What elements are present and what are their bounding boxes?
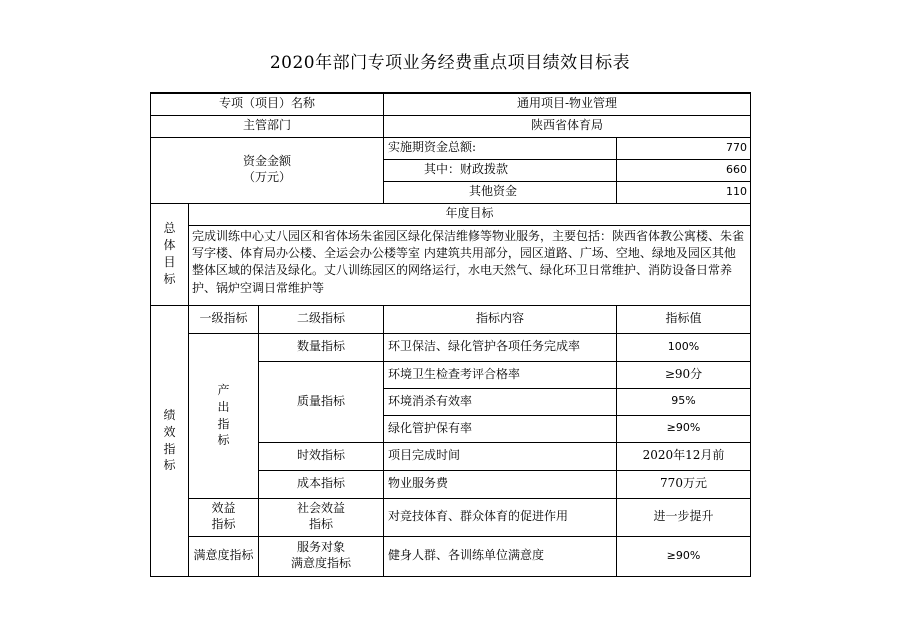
content-cell: 项目完成时间 (384, 442, 617, 470)
value-cell: ≥90% (617, 415, 751, 442)
level2-quality: 质量指标 (259, 361, 384, 442)
value-cell: 进一步提升 (617, 498, 751, 536)
overall-goal-side-label: 总 体 目 标 (151, 203, 189, 305)
fiscal-label: 其中：财政拨款 (384, 159, 617, 181)
performance-table (150, 92, 751, 577)
col-header-value: 指标值 (617, 305, 751, 333)
content-cell: 绿化管护保有率 (384, 415, 617, 442)
level2-social-benefit: 社会效益 指标 (259, 498, 384, 536)
content-cell: 对竞技体育、群众体育的促进作用 (384, 498, 617, 536)
content-cell: 环境消杀有效率 (384, 388, 617, 415)
content-cell: 环境卫生检查考评合格率 (384, 361, 617, 388)
col-header-content: 指标内容 (384, 305, 617, 333)
table-row (151, 333, 751, 361)
annual-goal-label: 年度目标 (189, 203, 751, 225)
page-title: 2020年部门专项业务经费重点项目绩效目标表 (269, 53, 631, 73)
value-cell: 2020年12月前 (617, 442, 751, 470)
fund-label-line1: 资金金额 (242, 154, 291, 169)
col-header-level1: 一级指标 (189, 305, 259, 333)
content-cell: 环卫保洁、绿化管护各项任务完成率 (384, 333, 617, 361)
project-name-value: 通用项目-物业管理 (384, 93, 751, 115)
output-indicator-label: 产 出 指 标 (189, 333, 259, 498)
fund-label-line2: （万元） (242, 170, 291, 184)
dept-value: 陕西省体育局 (384, 115, 751, 137)
fund-label (151, 137, 384, 203)
col-header-level2: 二级指标 (259, 305, 384, 333)
satisfaction-indicator-label: 满意度指标 (189, 536, 259, 576)
value-cell: 95% (617, 388, 751, 415)
table-row (151, 536, 751, 576)
level2-cost: 成本指标 (259, 470, 384, 498)
total-value: 770 (617, 137, 751, 159)
fiscal-value: 660 (617, 159, 751, 181)
project-name-label: 专项（项目）名称 (151, 93, 384, 115)
value-cell: ≥90% (617, 536, 751, 576)
value-cell: 770万元 (617, 470, 751, 498)
benefit-indicator-label: 效益 指标 (189, 498, 259, 536)
level2-timeliness: 时效指标 (259, 442, 384, 470)
performance-side-label: 绩 效 指 标 (151, 305, 189, 576)
dept-label: 主管部门 (151, 115, 384, 137)
content-cell: 健身人群、各训练单位满意度 (384, 536, 617, 576)
value-cell: ≥90分 (617, 361, 751, 388)
content-cell: 物业服务费 (384, 470, 617, 498)
total-label: 实施期资金总额: (384, 137, 617, 159)
annual-goal-text: 完成训练中心丈八园区和省体场朱雀园区绿化保洁维修等物业服务，主要包括：陕西省体教公寓楼、朱雀写字楼、体育局办公楼、全运会办公楼等室 内建筑共用部分，园区道路、广场、空地、绿地及园区其他整体区域的保洁及绿化。丈八训练园区的网络运行，水电天然气、绿化环卫日常维护、消防设备日常养护、锅炉空调日常维护等 (189, 225, 751, 305)
other-label: 其他资金 (384, 181, 617, 203)
other-value: 110 (617, 181, 751, 203)
level2-quantity: 数量指标 (259, 333, 384, 361)
table-row (151, 498, 751, 536)
value-cell: 100% (617, 333, 751, 361)
level2-satisfaction: 服务对象 满意度指标 (259, 536, 384, 576)
